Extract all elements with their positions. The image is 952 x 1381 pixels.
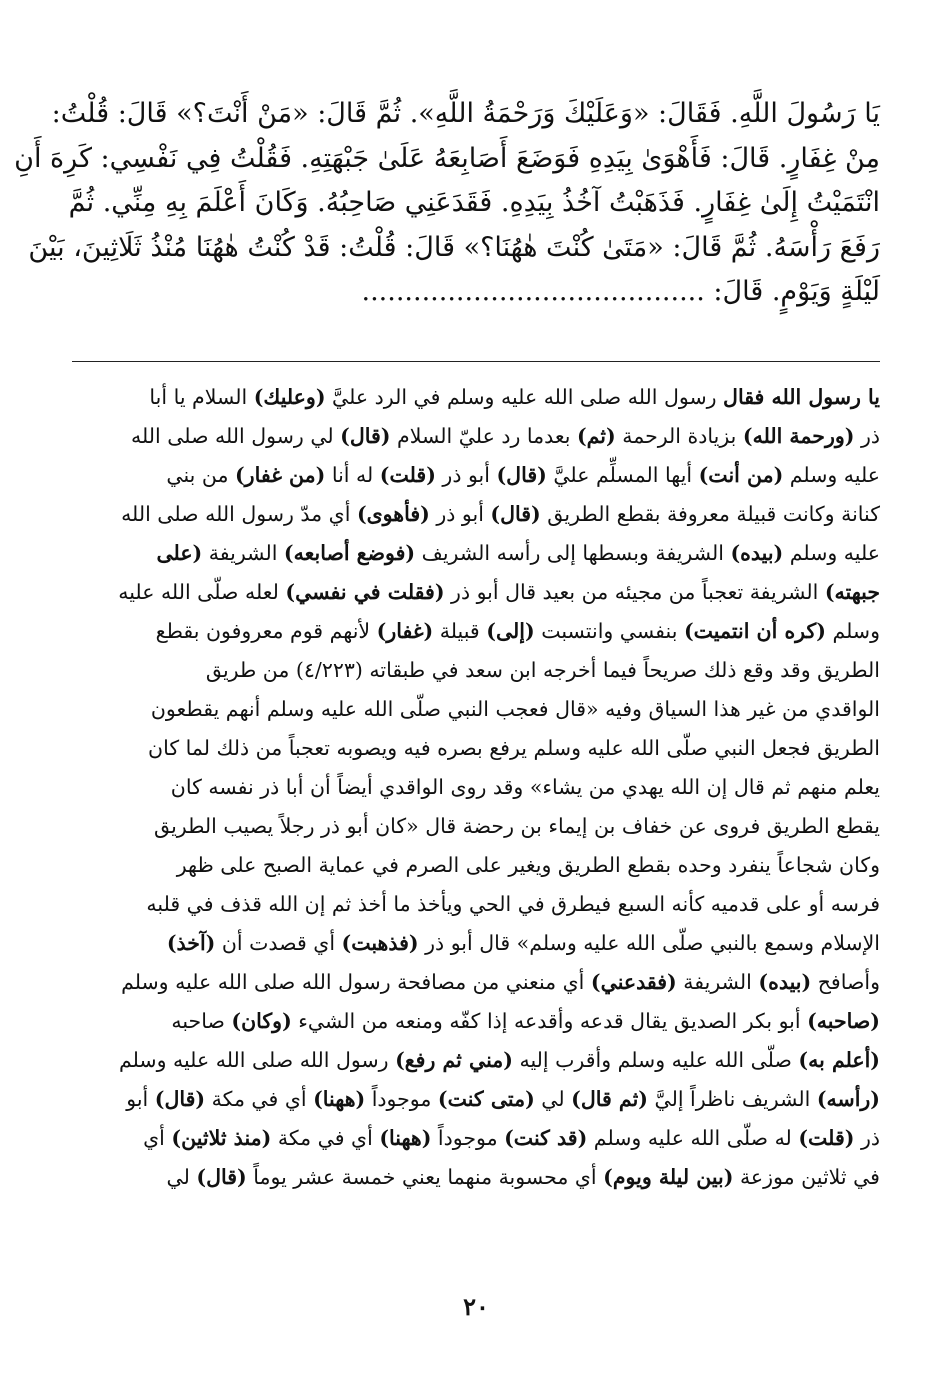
commentary-text: أي قصدت أن xyxy=(215,931,342,955)
commentary-quoted-phrase: (ورحمة الله) xyxy=(742,424,855,448)
commentary-quoted-phrase: (قال) xyxy=(496,463,547,487)
commentary-quoted-phrase: (مني ثم رفع) xyxy=(395,1048,513,1072)
commentary-line xyxy=(72,1119,880,1158)
commentary-text: الشريفة xyxy=(202,541,284,565)
main-text-line: يَا رَسُولَ اللَّهِ. فَقَالَ: «وَعَلَيْكَ وَرَحْمَةُ اللَّهِ». ثُمَّ قَالَ: «مَنْ أَنْتَ؟» قَالَ: قُلْتُ: xyxy=(51,98,880,129)
commentary-text: بزيادة الرحمة xyxy=(615,424,743,448)
commentary-quoted-phrase: (قلت) xyxy=(798,1126,855,1150)
commentary-text: في ثلاثين موزعة xyxy=(733,1165,880,1189)
commentary-line xyxy=(72,417,880,456)
commentary-line xyxy=(72,612,880,651)
commentary-quoted-phrase: (ثم) xyxy=(576,424,616,448)
commentary-text: الطريق فجعل النبي صلّى الله عليه وسلم يرفع بصره فيه ويصوبه تعجباً من ذلك لما كان xyxy=(148,736,880,760)
commentary-line xyxy=(72,768,880,807)
commentary-text: أبو بكر الصديق يقال قدعه وأقدعه إذا كفّه ومنعه من الشيء xyxy=(291,1009,808,1033)
commentary-quoted-phrase: (رأسه) xyxy=(816,1087,880,1111)
commentary-line xyxy=(72,456,880,495)
main-text-line: رَفَعَ رَأْسَهُ. ثُمَّ قَالَ: «مَتَىٰ كُنْتَ هٰهُنَا؟» قَالَ: قُلْتُ: قَدْ كُنْتُ هٰهُنَا مُنْذُ ثَلَاثِينَ، بَيْنَ xyxy=(28,231,880,263)
commentary-line xyxy=(72,1080,880,1119)
commentary-text: لي xyxy=(166,1165,197,1189)
commentary-text: قبيلة xyxy=(433,619,487,643)
commentary-text: وكان شجاعاً ينفرد وحده بقطع الطريق ويغير على الصرم في عماية الصبح على ظهر xyxy=(176,853,880,877)
commentary-quoted-phrase: (وعليك) xyxy=(253,385,326,409)
commentary-quoted-phrase: (قال) xyxy=(196,1165,247,1189)
commentary-text: أي محسوبة منهما يعني خمسة عشر يوماً xyxy=(246,1165,604,1189)
main-text-line: مِنْ غِفَارٍ. قَالَ: فَأَهْوَىٰ بِيَدِهِ فَوَضَعَ أَصَابِعَهُ عَلَىٰ جَبْهَتِهِ. فَقُلْتُ فِي نَفْسِي: كَرِهَ أَنِ xyxy=(14,142,880,174)
commentary-text: من بني xyxy=(166,463,235,487)
commentary-text: ذر xyxy=(854,1126,880,1150)
commentary-line xyxy=(72,1158,880,1197)
commentary-text: وأصافح xyxy=(811,970,880,994)
commentary-text: له أنا xyxy=(325,463,380,487)
commentary-text: أبو ذر xyxy=(429,502,491,526)
commentary-quoted-phrase: (فوضع أصابعه) xyxy=(283,541,416,565)
commentary-quoted-phrase: (إلى) xyxy=(486,619,535,643)
commentary-text: لي xyxy=(534,1087,572,1111)
commentary-quoted-phrase: (كره أن انتميت) xyxy=(683,619,826,643)
page-number: ٢٠ xyxy=(463,1292,489,1321)
commentary-line xyxy=(72,885,880,924)
commentary-quoted-phrase: (قلت) xyxy=(379,463,436,487)
commentary-text: الشريفة تعجباً من مجيئه من بعيد قال أبو ذر xyxy=(444,580,825,604)
commentary-quoted-phrase: (فأهوى) xyxy=(356,502,430,526)
commentary-text: أيها المسلِّم عليَّ xyxy=(546,463,699,487)
commentary-quoted-phrase: (بيده) xyxy=(730,541,784,565)
main-text-line: انْتَمَيْتُ إِلَىٰ غِفَارٍ. فَذَهَبْتُ آخُذُ بِيَدِهِ. فَقَدَعَنِي صَاحِبُهُ. وَكَانَ أَعْلَمَ بِهِ مِنِّي. ثُمَّ xyxy=(68,187,880,218)
commentary-quoted-phrase: (بيده) xyxy=(758,970,812,994)
commentary-text: الشريفة وبسطها إلى رأسه الشريف xyxy=(415,541,731,565)
commentary-text: أي في مكة xyxy=(271,1126,380,1150)
commentary-text: بعدما رد عليّ السلام xyxy=(390,424,577,448)
commentary-text: يقطع الطريق فروى عن خفاف بن إيماء بن رحضة قال «كان أبو ذر رجلاً يصيب الطريق xyxy=(154,814,880,838)
commentary-text: رسول الله صلى الله عليه وسلم xyxy=(118,1048,396,1072)
commentary-line xyxy=(72,651,880,690)
commentary-line xyxy=(72,690,880,729)
commentary-line xyxy=(72,729,880,768)
commentary-quoted-phrase: (متى كنت) xyxy=(437,1087,535,1111)
commentary-quoted-phrase: (فذهبت) xyxy=(341,931,419,955)
commentary-text: الطريق وقد وقع ذلك صريحاً فيما أخرجه ابن سعد في طبقاته (٤/٢٢٣) من طريق xyxy=(205,658,880,682)
commentary-quoted-phrase: (صاحبه) xyxy=(807,1009,880,1033)
commentary-line xyxy=(72,573,880,612)
commentary-quoted-phrase: (على xyxy=(156,541,203,565)
commentary-quoted-phrase: (بين ليلة ويوم) xyxy=(603,1165,734,1189)
commentary-quoted-phrase: (قال) xyxy=(340,424,391,448)
commentary-text: ذر xyxy=(854,424,880,448)
commentary-text: عليه وسلم xyxy=(783,541,880,565)
commentary-text: صلّى الله عليه وسلم وأقرب إليه xyxy=(512,1048,799,1072)
commentary-line xyxy=(72,807,880,846)
commentary-quoted-phrase: (وكان) xyxy=(231,1009,292,1033)
commentary-line xyxy=(72,534,880,573)
commentary-text: وسلم xyxy=(825,619,880,643)
commentary-quoted-phrase: (قد كنت) xyxy=(504,1126,588,1150)
commentary-text: موجوداً xyxy=(365,1087,438,1111)
commentary-text: أي في مكة xyxy=(205,1087,314,1111)
commentary-text: فرسه أو على قدميه كأنه السبع فيطرق في الحي ويأخذ ما أخذ ثم إن الله قذف في قلبه xyxy=(146,892,880,916)
commentary-text: صاحبه xyxy=(171,1009,232,1033)
commentary-quoted-phrase: (ههنا) xyxy=(379,1126,432,1150)
commentary-line xyxy=(72,846,880,885)
commentary-quoted-phrase: (من أنت) xyxy=(698,463,784,487)
commentary-quoted-phrase: (فقدعني) xyxy=(590,970,677,994)
footnote-divider xyxy=(72,361,880,362)
commentary-line xyxy=(72,495,880,534)
commentary-line xyxy=(72,924,880,963)
commentary-text: أبو xyxy=(126,1087,155,1111)
commentary-line xyxy=(72,378,880,417)
commentary-text: بنفسي وانتسبت xyxy=(534,619,684,643)
commentary-text: أي مدّ رسول الله صلى الله xyxy=(121,502,357,526)
commentary-text: الشريفة xyxy=(676,970,759,994)
commentary-quoted-phrase: يا رسول الله فقال xyxy=(723,385,880,409)
commentary-text: له صلّى الله عليه وسلم xyxy=(587,1126,799,1150)
commentary-text: الإسلام وسمع بالنبي صلّى الله عليه وسلم» قال أبو ذر xyxy=(418,931,880,955)
commentary-text: أي xyxy=(143,1126,172,1150)
commentary-quoted-phrase: (غفار) xyxy=(376,619,434,643)
commentary-quoted-phrase: (قال) xyxy=(490,502,541,526)
commentary-text: الشريف ناظراً إليَّ xyxy=(647,1087,817,1111)
commentary-text: عليه وسلم xyxy=(783,463,880,487)
commentary-quoted-phrase: (فقلت في نفسي) xyxy=(285,580,445,604)
commentary-quoted-phrase: (منذ ثلاثين) xyxy=(171,1126,272,1150)
commentary-quoted-phrase: جبهته) xyxy=(824,580,880,604)
commentary-line xyxy=(72,1041,880,1080)
commentary-line xyxy=(72,1002,880,1041)
commentary-text: كنانة وكانت قبيلة معروفة بقطع الطريق xyxy=(540,502,880,526)
commentary-text: الواقدي من غير هذا السياق وفيه «قال فعجب النبي صلّى الله عليه وسلم أنهم يقطعون xyxy=(150,697,880,721)
commentary-text: السلام يا أبا xyxy=(149,385,254,409)
commentary-quoted-phrase: (آخذ) xyxy=(166,931,216,955)
commentary-text: لي رسول الله صلى الله xyxy=(130,424,341,448)
commentary-text: لأنهم قوم معروفون بقطع xyxy=(155,619,377,643)
commentary-block xyxy=(72,378,880,1197)
commentary-quoted-phrase: (من غفار) xyxy=(234,463,326,487)
commentary-quoted-phrase: (قال) xyxy=(154,1087,206,1111)
commentary-quoted-phrase: (ثم قال) xyxy=(571,1087,648,1111)
commentary-text: رسول الله صلى الله عليه وسلم في الرد عليَّ xyxy=(325,385,724,409)
commentary-line xyxy=(72,963,880,1002)
main-text-line: لَيْلَةٍ وَيَوْمٍ. قَالَ: ........................................ xyxy=(361,276,880,307)
commentary-text: أبو ذر xyxy=(435,463,497,487)
main-text-block xyxy=(14,92,880,315)
commentary-text: يعلم منهم ثم قال إن الله يهدي من يشاء» وقد روى الواقدي أيضاً أن أبا ذر نفسه كان xyxy=(170,775,880,799)
commentary-quoted-phrase: (أعلم به) xyxy=(798,1048,880,1072)
commentary-text: أي منعني من مصافحة رسول الله صلى الله عليه وسلم xyxy=(121,970,591,994)
commentary-quoted-phrase: (ههنا) xyxy=(313,1087,366,1111)
commentary-text: موجوداً xyxy=(431,1126,505,1150)
commentary-text: لعله صلّى الله عليه xyxy=(118,580,286,604)
